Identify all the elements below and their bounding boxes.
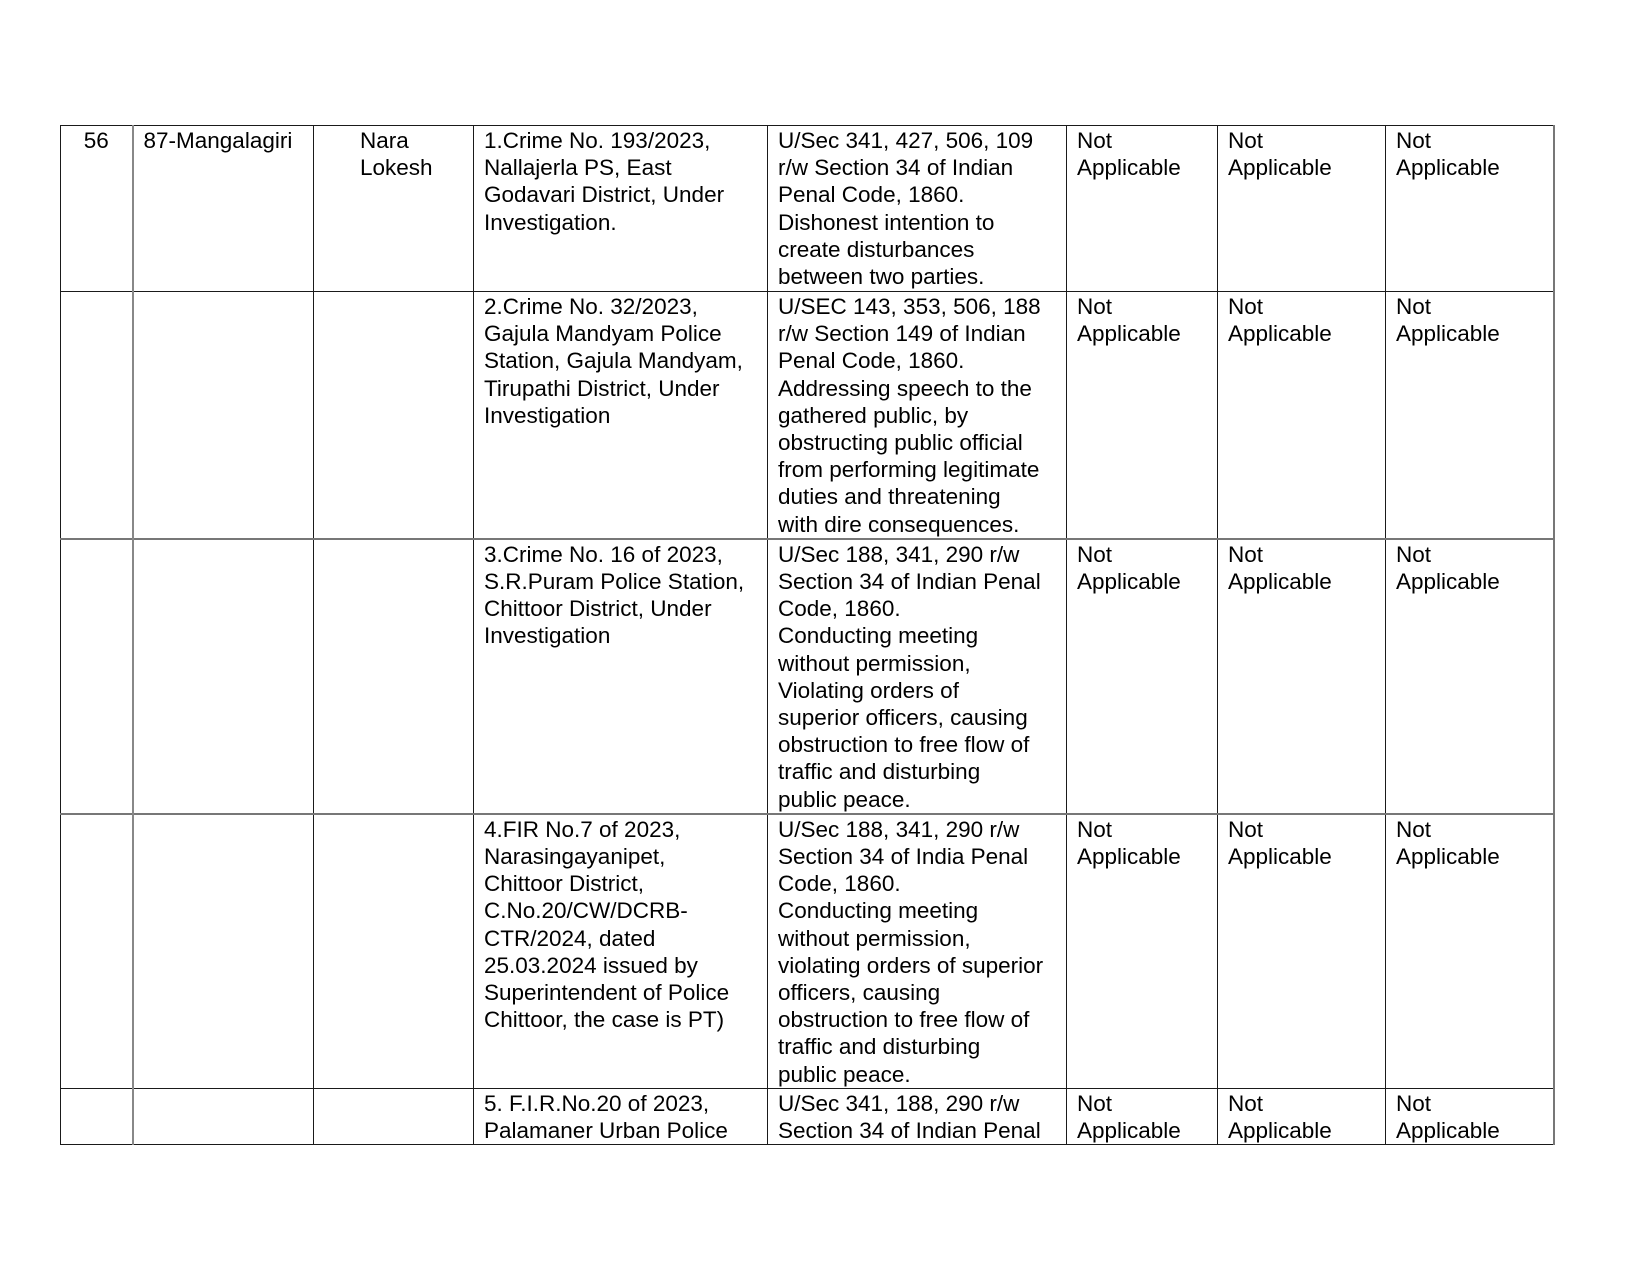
not-applicable-cell: Not Applicable [1386, 126, 1554, 292]
case-details-cell: 5. F.I.R.No.20 of 2023, Palamaner Urban Police [474, 1088, 768, 1144]
empty-cell [314, 292, 474, 539]
candidate-name-cell: Nara Lokesh [314, 126, 474, 292]
empty-cell [133, 292, 314, 539]
table-row [61, 292, 1554, 539]
empty-cell [61, 1088, 133, 1144]
sections-cell: U/Sec 188, 341, 290 r/w Section 34 of India Penal Code, 1860. Conducting meeting without permission, violating orders of superior officers, causing obstruction to free flow of traffic and disturbing public peace. [768, 814, 1067, 1089]
criminal-cases-table [60, 125, 1555, 1145]
sections-cell: U/Sec 188, 341, 290 r/w Section 34 of Indian Penal Code, 1860. Conducting meeting without permission, Violating orders of superior officers, causing obstruction to free flow of traffic and disturbing public peace. [768, 539, 1067, 814]
not-applicable-cell: Not Applicable [1067, 539, 1218, 814]
case-details-cell: 1.Crime No. 193/2023, Nallajerla PS, East Godavari District, Under Investigation. [474, 126, 768, 292]
not-applicable-cell: Not Applicable [1218, 814, 1386, 1089]
table-row [61, 539, 1554, 814]
not-applicable-cell: Not Applicable [1067, 814, 1218, 1089]
empty-cell [314, 814, 474, 1089]
case-details-cell: 2.Crime No. 32/2023, Gajula Mandyam Police Station, Gajula Mandyam, Tirupathi District, Under Investigation [474, 292, 768, 539]
not-applicable-cell: Not Applicable [1067, 1088, 1218, 1144]
empty-cell [314, 539, 474, 814]
sections-cell: U/SEC 143, 353, 506, 188 r/w Section 149 of Indian Penal Code, 1860. Addressing speech to the gathered public, by obstructing public official from performing legitimate duties and threatening with dire consequences. [768, 292, 1067, 539]
not-applicable-cell: Not Applicable [1386, 814, 1554, 1089]
sections-cell: U/Sec 341, 427, 506, 109 r/w Section 34 of Indian Penal Code, 1860. Dishonest intention to create disturbances between two parties. [768, 126, 1067, 292]
empty-cell [61, 814, 133, 1089]
empty-cell [133, 539, 314, 814]
not-applicable-cell: Not Applicable [1218, 126, 1386, 292]
empty-cell [314, 1088, 474, 1144]
not-applicable-cell: Not Applicable [1218, 539, 1386, 814]
empty-cell [61, 292, 133, 539]
not-applicable-cell: Not Applicable [1218, 1088, 1386, 1144]
case-details-cell: 3.Crime No. 16 of 2023, S.R.Puram Police Station, Chittoor District, Under Investigation [474, 539, 768, 814]
not-applicable-cell: Not Applicable [1386, 292, 1554, 539]
case-details-cell: 4.FIR No.7 of 2023, Narasingayanipet, Chittoor District, C.No.20/CW/DCRB- CTR/2024, dated 25.03.2024 issued by Superintendent of Police Chittoor, the case is PT) [474, 814, 768, 1089]
empty-cell [133, 814, 314, 1089]
empty-cell [133, 1088, 314, 1144]
sections-cell: U/Sec 341, 188, 290 r/w Section 34 of Indian Penal [768, 1088, 1067, 1144]
not-applicable-cell: Not Applicable [1067, 126, 1218, 292]
constituency-cell: 87-Mangalagiri [133, 126, 314, 292]
not-applicable-cell: Not Applicable [1386, 539, 1554, 814]
not-applicable-cell: Not Applicable [1218, 292, 1386, 539]
empty-cell [61, 539, 133, 814]
table-row [61, 814, 1554, 1089]
table-row [61, 1088, 1554, 1144]
not-applicable-cell: Not Applicable [1386, 1088, 1554, 1144]
not-applicable-cell: Not Applicable [1067, 292, 1218, 539]
table-row [61, 126, 1554, 292]
serial-number-cell: 56 [61, 126, 133, 292]
